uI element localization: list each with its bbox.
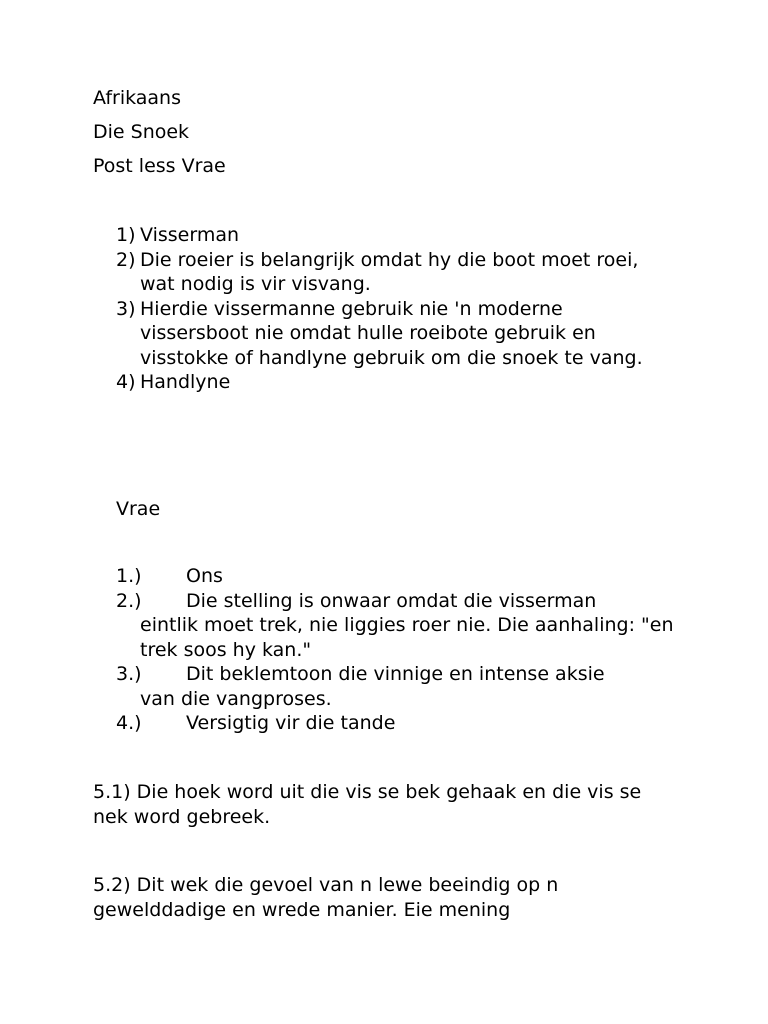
list-item-number: 2.) <box>116 589 142 612</box>
question-answer-list <box>116 564 676 736</box>
list-item-text: Hierdie vissermanne gebruik nie 'n moderne vissersboot nie omdat hulle roeibote gebruik en visstokke of handlyne gebruik om die snoek te vang. <box>140 297 643 369</box>
list-item-text: Dit beklemtoon die vinnige en intense aksie <box>186 663 605 685</box>
list-item-number: 1.) <box>116 565 142 587</box>
list-item-number: 4) <box>116 371 136 393</box>
list-item-text: Handlyne <box>140 371 231 393</box>
list-item <box>116 662 676 711</box>
list-item-text: Ons <box>186 565 223 587</box>
post-lesson-answer-list <box>116 223 676 395</box>
list-item <box>116 370 676 395</box>
list-item-continuation: van die vangproses. <box>140 687 332 710</box>
list-item-number: 3) <box>116 297 136 320</box>
list-item <box>116 711 676 736</box>
list-item-text: Die roeier is belangrijk omdat hy die boot moet roei, wat nodig is vir visvang. <box>140 248 639 295</box>
list-item <box>116 248 676 297</box>
list-item-text: Versigtig vir die tande <box>186 712 396 734</box>
list-item <box>116 589 676 663</box>
answer-5-2: 5.2) Dit wek die gevoel van n lewe beeindig op n gewelddadige en wrede manier. Eie mening <box>93 874 559 921</box>
list-item-number: 3.) <box>116 663 142 685</box>
list-item <box>116 297 676 371</box>
list-item-text: Die stelling is onwaar omdat die visserman <box>186 589 597 612</box>
list-item-number: 4.) <box>116 712 142 734</box>
answer-5-1: 5.1) Die hoek word uit die vis se bek gehaak en die vis se nek word gebreek. <box>93 781 642 828</box>
list-item-number: 2) <box>116 248 136 271</box>
list-item <box>116 223 676 248</box>
list-item-number: 1) <box>116 224 136 246</box>
questions-heading: Vrae <box>116 498 161 520</box>
section-heading: Post less Vrae <box>93 155 226 177</box>
subject-heading: Afrikaans <box>93 87 181 109</box>
list-item-text: Visserman <box>140 224 240 246</box>
list-item <box>116 564 676 589</box>
document-title: Die Snoek <box>93 121 190 143</box>
list-item-continuation: eintlik moet trek, nie liggies roer nie. Die aanhaling: "en trek soos hy kan." <box>140 614 674 661</box>
